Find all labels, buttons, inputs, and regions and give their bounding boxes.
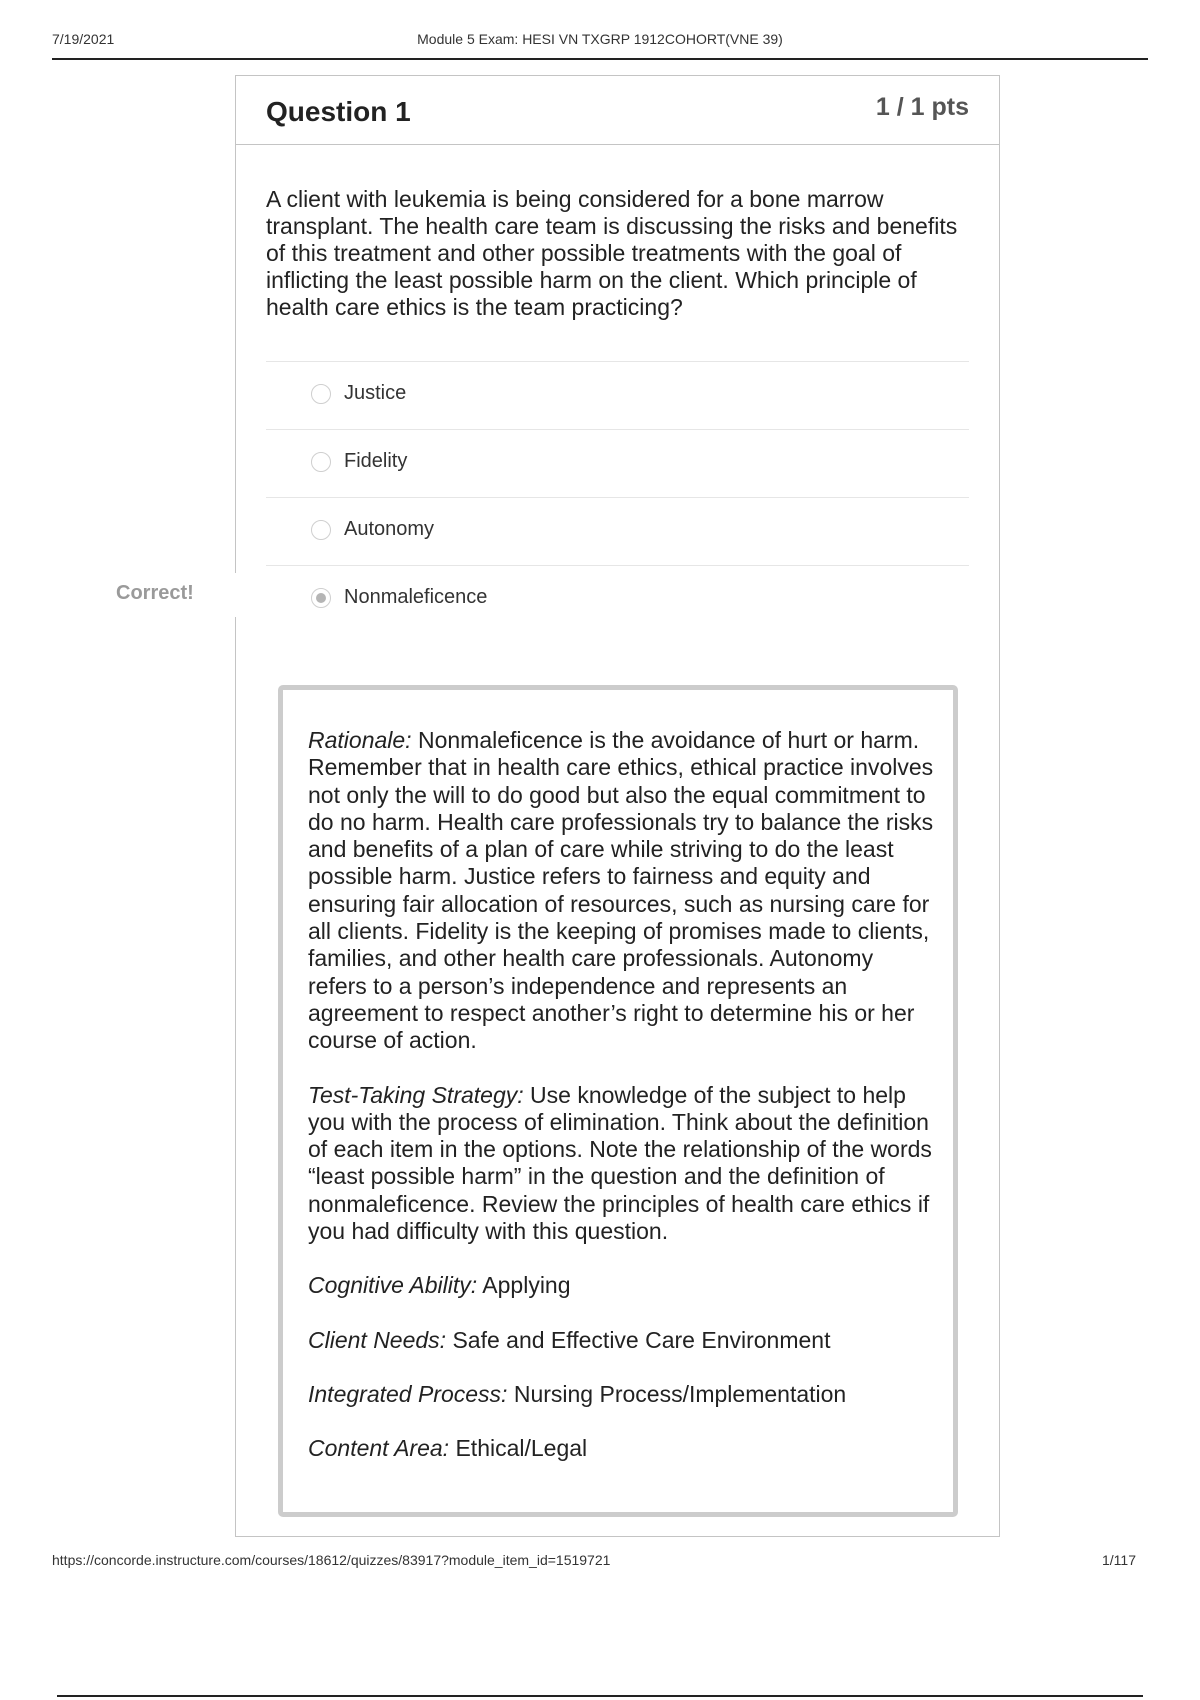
radio-button[interactable]: [311, 520, 331, 540]
question-points: 1 / 1 pts: [875, 93, 969, 121]
answer-option-justice[interactable]: [266, 361, 969, 429]
radio-button-selected[interactable]: [311, 588, 331, 608]
answer-list: [266, 361, 969, 633]
process-paragraph: [308, 1381, 938, 1408]
content-area-paragraph: [308, 1435, 938, 1462]
cognitive-label: Cognitive Ability:: [308, 1272, 478, 1299]
process-text: Nursing Process/Implementation: [507, 1380, 847, 1407]
answer-label: Fidelity: [344, 450, 408, 472]
client-needs-label: Client Needs:: [308, 1326, 447, 1353]
client-needs-paragraph: [308, 1327, 938, 1354]
print-page-title: Module 5 Exam: HESI VN TXGRP 1912COHORT(VNE 39): [417, 31, 783, 47]
answer-label: Nonmaleficence: [344, 586, 488, 608]
strategy-text: Use knowledge of the subject to help you with the process of elimination. Think about the definition of each item in the options. Note the relationship of the words “least possible harm” in the question and the definition of nonmaleficence. Review the principles of health care ethics if you had difficulty with this question.: [308, 1081, 932, 1245]
question-header: [236, 76, 999, 145]
strategy-paragraph: [308, 1082, 938, 1246]
cognitive-text: Applying: [477, 1272, 571, 1299]
rationale-box: [278, 685, 958, 1517]
client-needs-text: Safe and Effective Care Environment: [446, 1326, 831, 1353]
radio-button[interactable]: [311, 384, 331, 404]
rationale-label: Rationale:: [308, 727, 412, 753]
print-url: https://concorde.instructure.com/courses/18612/quizzes/83917?module_item_id=1519721: [52, 1552, 611, 1568]
print-date: 7/19/2021: [52, 31, 115, 47]
rationale-paragraph: [308, 727, 938, 1055]
question-text: A client with leukemia is being considered for a bone marrow transplant. The health care team is discussing the risks and benefits of this treatment and other possible treatments with the goal of inflicting the least possible harm on the client. Which principle of health care ethics is the team practicing?: [266, 186, 958, 320]
answer-option-nonmaleficence[interactable]: [266, 565, 969, 633]
question-title: Question 1: [266, 96, 411, 127]
radio-button[interactable]: [311, 452, 331, 472]
content-area-text: Ethical/Legal: [449, 1435, 588, 1462]
content-area-label: Content Area:: [308, 1435, 450, 1462]
answer-option-autonomy[interactable]: [266, 497, 969, 565]
rationale-text: Nonmaleficence is the avoidance of hurt or harm. Remember that in health care ethics, ethical practice involves not only the will to do good but also the equal commitment to do no harm. Health care professionals try to balance the risks and benefits of a plan of care while striving to do the least possible harm. Justice refers to fairness and equity and ensuring fair allocation of resources, such as nursing care for all clients. Fidelity is the keeping of promises made to clients, families, and other health care professionals. Autonomy refers to a person’s independence and represents an agreement to respect another’s right to determine his or her course of action.: [308, 727, 934, 1054]
correct-flag: Correct!: [116, 582, 194, 604]
answer-label: Autonomy: [344, 518, 435, 540]
cognitive-paragraph: [308, 1272, 938, 1299]
answer-label: Justice: [344, 382, 407, 404]
process-label: Integrated Process:: [308, 1380, 508, 1407]
answer-option-fidelity[interactable]: [266, 429, 969, 497]
strategy-label: Test-Taking Strategy:: [308, 1081, 524, 1108]
page-number: 1/117: [1102, 1552, 1136, 1568]
rationale-content: [308, 727, 938, 1490]
print-header: [52, 28, 1148, 60]
correct-marker: [233, 573, 239, 617]
bottom-divider: [57, 1695, 1143, 1697]
